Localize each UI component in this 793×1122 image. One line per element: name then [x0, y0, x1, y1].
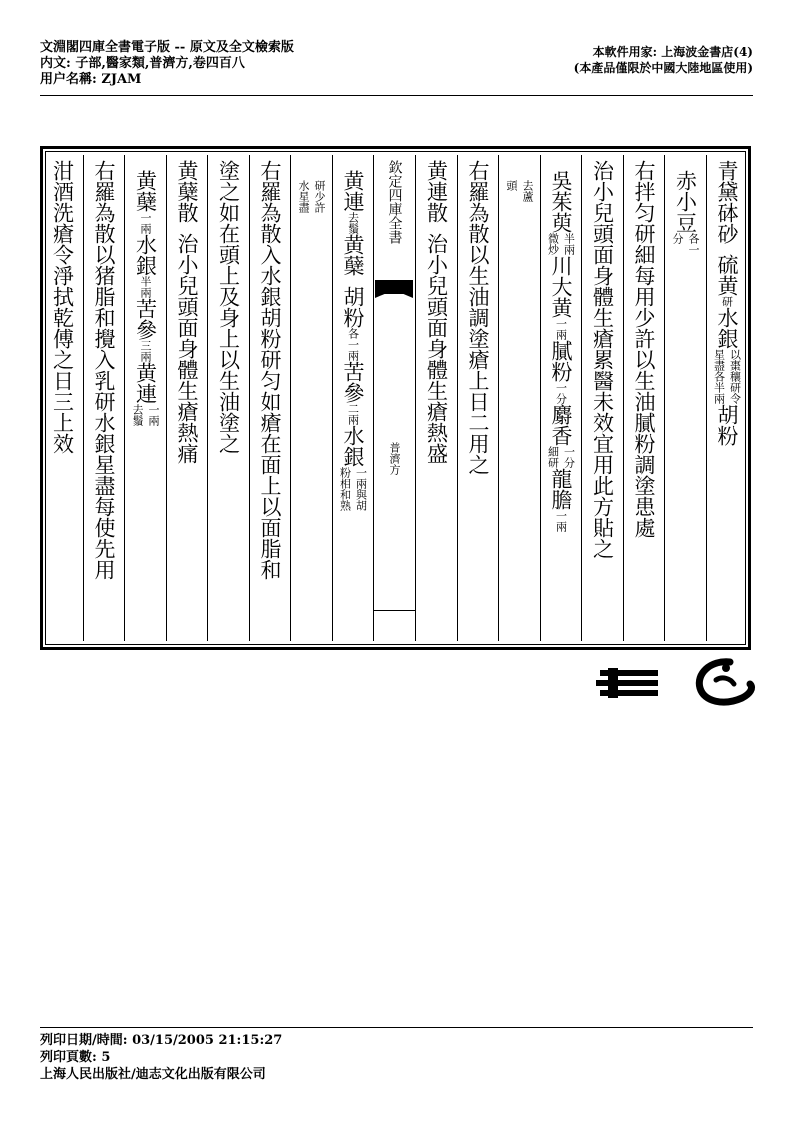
annotation-line: 去鬚 [346, 212, 360, 234]
annotation-line: 一兩 [554, 318, 568, 340]
annotation-line: 水星盡 [297, 180, 310, 213]
main-text: 龍膽 [549, 468, 573, 510]
text-gap [416, 223, 456, 233]
annotation-line: 細研 [546, 446, 560, 468]
annotation-line: 星盡各半兩 [712, 349, 726, 404]
annotation-line: 分 [671, 233, 684, 244]
header-divider [40, 95, 753, 96]
column-divider [332, 155, 333, 641]
center-fold [373, 152, 415, 644]
text-column [125, 160, 165, 646]
header-licensee: 本軟件用家: 上海波金書店(4) [592, 45, 753, 59]
column-divider [498, 155, 499, 641]
text-column [582, 160, 622, 646]
annotation-note [665, 233, 705, 255]
main-text: 黄連散 [424, 160, 449, 223]
main-text: 黄蘖 [133, 170, 158, 212]
text-column [250, 160, 290, 646]
annotation-line: 研 [720, 296, 734, 307]
column-divider [415, 155, 416, 641]
main-text: 膩粉 [549, 340, 573, 382]
text-column [499, 160, 539, 646]
text-gap [291, 170, 331, 180]
annotation-line: 粉相和熟 [338, 467, 352, 511]
main-text: 青黛 [715, 160, 739, 202]
column-divider [581, 155, 582, 641]
text-column [42, 160, 82, 646]
annotation-line: 去鬚 [131, 404, 144, 426]
main-text: 苦參 [341, 361, 365, 403]
annotation-note [125, 404, 165, 426]
main-text: 黄蘖散 [175, 160, 199, 223]
annotation-note [333, 212, 373, 234]
main-text: 砵砂 [715, 202, 739, 244]
column-divider [166, 155, 167, 641]
text-column [665, 160, 705, 646]
main-text: 苦參 [133, 298, 158, 340]
text-gap [665, 160, 705, 170]
annotation-note [541, 510, 581, 532]
main-text: 黄連 [133, 362, 158, 404]
annotation-note [291, 180, 331, 213]
annotation-line: 一分 [562, 446, 576, 468]
main-text: 右羅為散以生油調塗瘡上日二用之 [466, 160, 490, 475]
annotation-note [125, 340, 165, 362]
page-frame-inner [45, 151, 746, 645]
main-text: 右羅為散入水銀胡粉研匀如瘡在面上以面脂和 [258, 160, 282, 580]
publisher-logo-mark-left [594, 654, 664, 710]
text-gap [333, 160, 373, 170]
annotation-note [541, 382, 581, 404]
header-region-notice: (本產品僅限於中國大陸地區使用) [573, 61, 753, 75]
annotation-note [125, 276, 165, 298]
header-right [574, 44, 753, 76]
annotation-line: 半兩 [562, 233, 576, 255]
annotation-note [125, 212, 165, 234]
main-text: 泔酒洗瘡令淨拭乾傅之日三上效 [50, 160, 75, 454]
column-divider [664, 155, 665, 641]
main-text: 黄蘖 [341, 234, 365, 276]
annotation-note [541, 446, 581, 468]
text-column [624, 160, 664, 646]
annotation-line: 三兩 [139, 340, 152, 362]
header-title: 文淵閣四庫全書電子版 -- 原文及全文檢索版 [40, 40, 294, 55]
main-text: 赤小豆 [673, 170, 698, 233]
text-column [541, 160, 581, 646]
main-text: 吳茱萸 [549, 170, 573, 233]
main-text: 水銀 [341, 425, 365, 467]
text-column [707, 160, 747, 646]
text-column [458, 160, 498, 646]
annotation-line: 一兩 [147, 404, 160, 426]
footer [40, 1032, 282, 1083]
fold-bottom-rule [373, 610, 415, 611]
column-divider [207, 155, 208, 641]
text-gap [499, 160, 539, 170]
header-content-path: 内文: 子部,醫家類,普濟方,卷四百八 [40, 56, 245, 71]
text-gap [167, 223, 207, 233]
annotation-line: 一分 [554, 382, 568, 404]
main-text: 右拌匀研細每用少許以生油膩粉調塗患處 [632, 160, 656, 538]
main-text: 硫黄 [715, 254, 739, 296]
text-column [416, 160, 456, 646]
text-column [167, 160, 207, 646]
annotation-line: 一兩與胡 [354, 467, 368, 511]
text-column [84, 160, 124, 646]
fold-book-title: 普濟方 [388, 442, 401, 475]
annotation-line: 以棗穰研令 [728, 349, 742, 404]
header-username: 用户名稱: ZJAM [40, 72, 142, 87]
fold-collection-title: 欽定四庫全書 [386, 160, 403, 244]
annotation-note [499, 180, 539, 202]
text-gap [291, 160, 331, 170]
text-column [291, 160, 331, 646]
footer-divider [40, 1027, 753, 1028]
annotation-line: 一兩 [139, 212, 152, 234]
main-text: 胡粉 [715, 404, 739, 446]
text-gap [333, 276, 373, 286]
header-left [40, 40, 294, 88]
annotation-line: 半兩 [139, 276, 152, 298]
annotation-line: 微炒 [546, 233, 560, 255]
annotation-line: 各一 [687, 233, 700, 255]
column-divider [249, 155, 250, 641]
column-divider [623, 155, 624, 641]
column-divider [457, 155, 458, 641]
annotation-note [707, 296, 747, 307]
column-divider [706, 155, 707, 641]
main-text: 麝香 [549, 404, 573, 446]
annotation-note [333, 328, 373, 361]
main-text: 黄連 [341, 170, 365, 212]
annotation-line: 一兩 [554, 510, 568, 532]
main-text: 水銀 [715, 307, 739, 349]
main-text: 水銀 [133, 234, 158, 276]
annotation-line: 研少許 [313, 180, 326, 213]
text-gap [125, 160, 165, 170]
text-gap [707, 244, 747, 254]
main-text: 治小兒頭面身體生瘡累醫未效宜用此方貼之 [590, 160, 615, 559]
annotation-note [541, 233, 581, 255]
annotation-line: 二兩 [346, 403, 360, 425]
main-text: 治小兒頭面身體生瘡熱痛 [175, 233, 199, 464]
annotation-line: 去蘆 [521, 180, 534, 202]
main-text: 塗之如在頭上及身上以生油塗之 [216, 160, 241, 454]
print-page-count: 列印頁數: 5 [40, 1050, 111, 1065]
column-divider [124, 155, 125, 641]
annotation-note [541, 318, 581, 340]
main-text: 右羅為散以猪脂和攪入乳研水銀星盡每使先用 [92, 160, 116, 580]
annotation-note [707, 349, 747, 404]
annotation-line: 各一兩 [346, 328, 360, 361]
annotation-note [333, 467, 373, 511]
column-divider [373, 155, 374, 641]
annotation-line: 頭 [505, 180, 518, 191]
column-divider [83, 155, 84, 641]
main-text: 治小兒頭面身體生瘡熱盛 [424, 233, 449, 464]
column-divider [540, 155, 541, 641]
main-text: 胡粉 [341, 286, 365, 328]
text-column [208, 160, 248, 646]
page-frame [40, 146, 751, 650]
fold-fishtail-mark [375, 280, 413, 312]
annotation-note [333, 403, 373, 425]
publisher-logo-mark-right [690, 654, 760, 710]
print-datetime: 列印日期/時間: 03/15/2005 21:15:27 [40, 1033, 283, 1048]
text-gap [499, 170, 539, 180]
main-text: 川大黄 [549, 255, 573, 318]
publisher-name: 上海人民出版社/迪志文化出版有限公司 [40, 1067, 266, 1082]
text-gap [541, 160, 581, 170]
column-divider [290, 155, 291, 641]
text-column [333, 160, 373, 646]
